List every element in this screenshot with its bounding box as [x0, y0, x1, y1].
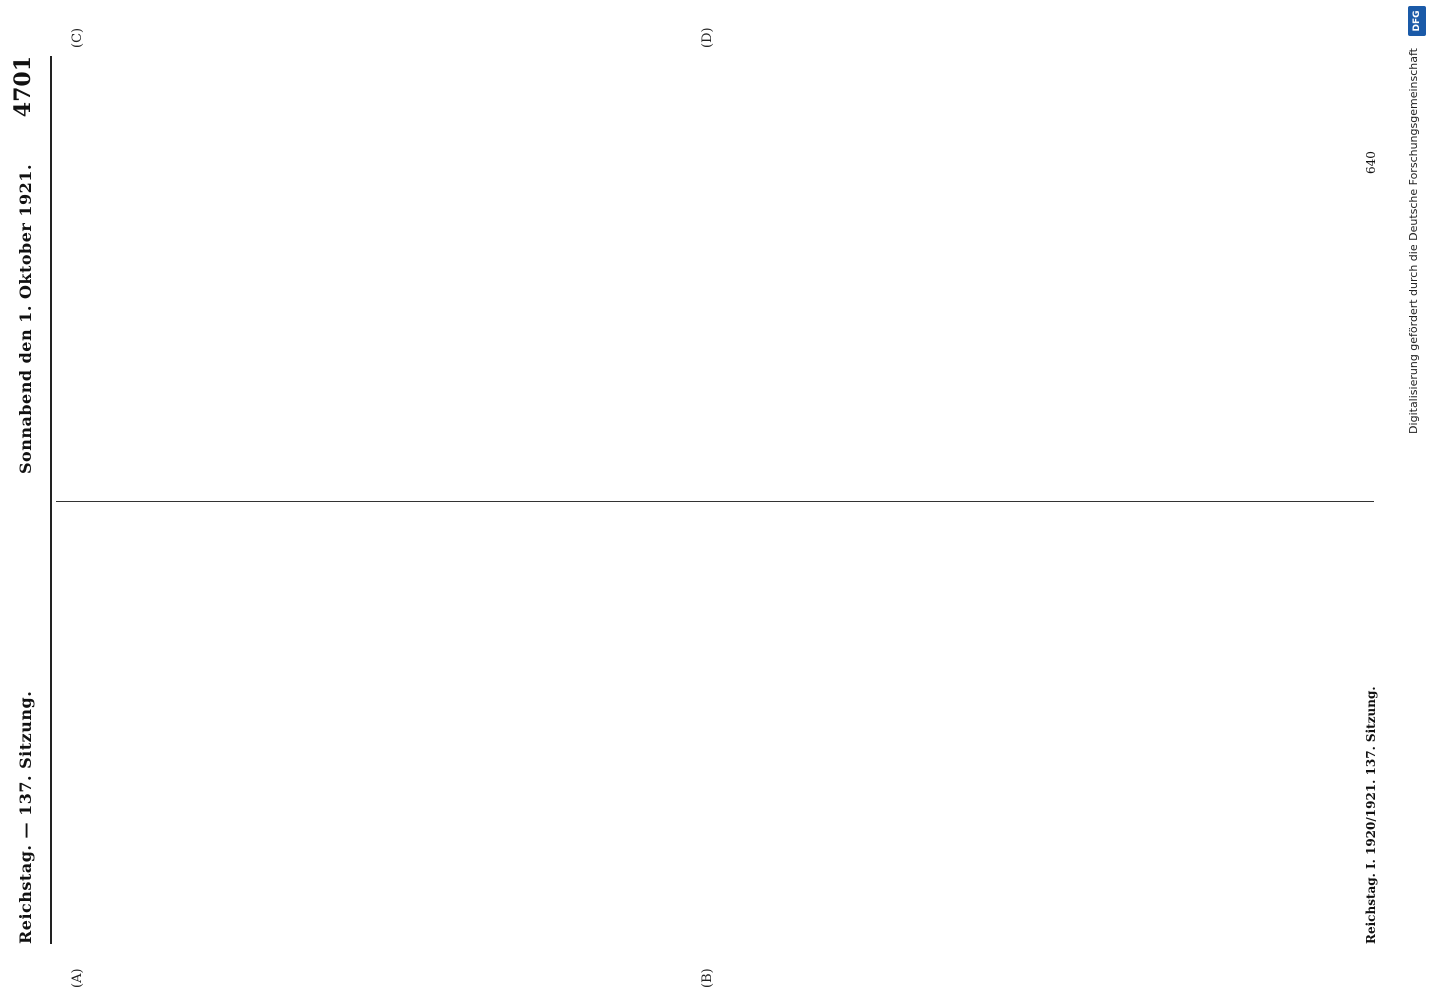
dfg-logo [1408, 6, 1426, 36]
column-text-right [56, 56, 1364, 486]
header-date: Sonnabend den 1. Oktober 1921. [16, 163, 35, 474]
margin-marker-b: (B) [700, 968, 715, 988]
margin-marker-a: (A) [70, 968, 85, 988]
text-column-right [56, 56, 1364, 486]
dfg-logo-text: DFG [1412, 10, 1422, 32]
page-footer [1364, 56, 1384, 944]
margin-marker-c: (C) [70, 27, 85, 48]
text-column-left [56, 514, 1364, 944]
header-left-title: Reichstag. — 137. Sitzung. [16, 690, 35, 944]
dfg-imprint-text: Digitalisierung gefördert durch die Deutsche Forschungsgemeinschaft [1407, 48, 1420, 434]
page-header [10, 56, 52, 944]
dfg-imprint [1402, 8, 1426, 992]
footer-sheet-number: 640 [1364, 151, 1378, 174]
footer-reference: Reichstag. I. 1920/1921. 137. Sitzung. [1364, 686, 1378, 944]
margin-marker-d: (D) [700, 27, 715, 48]
column-divider [56, 501, 1374, 502]
page-number: 4701 [10, 56, 36, 118]
column-text-left [56, 514, 1364, 944]
